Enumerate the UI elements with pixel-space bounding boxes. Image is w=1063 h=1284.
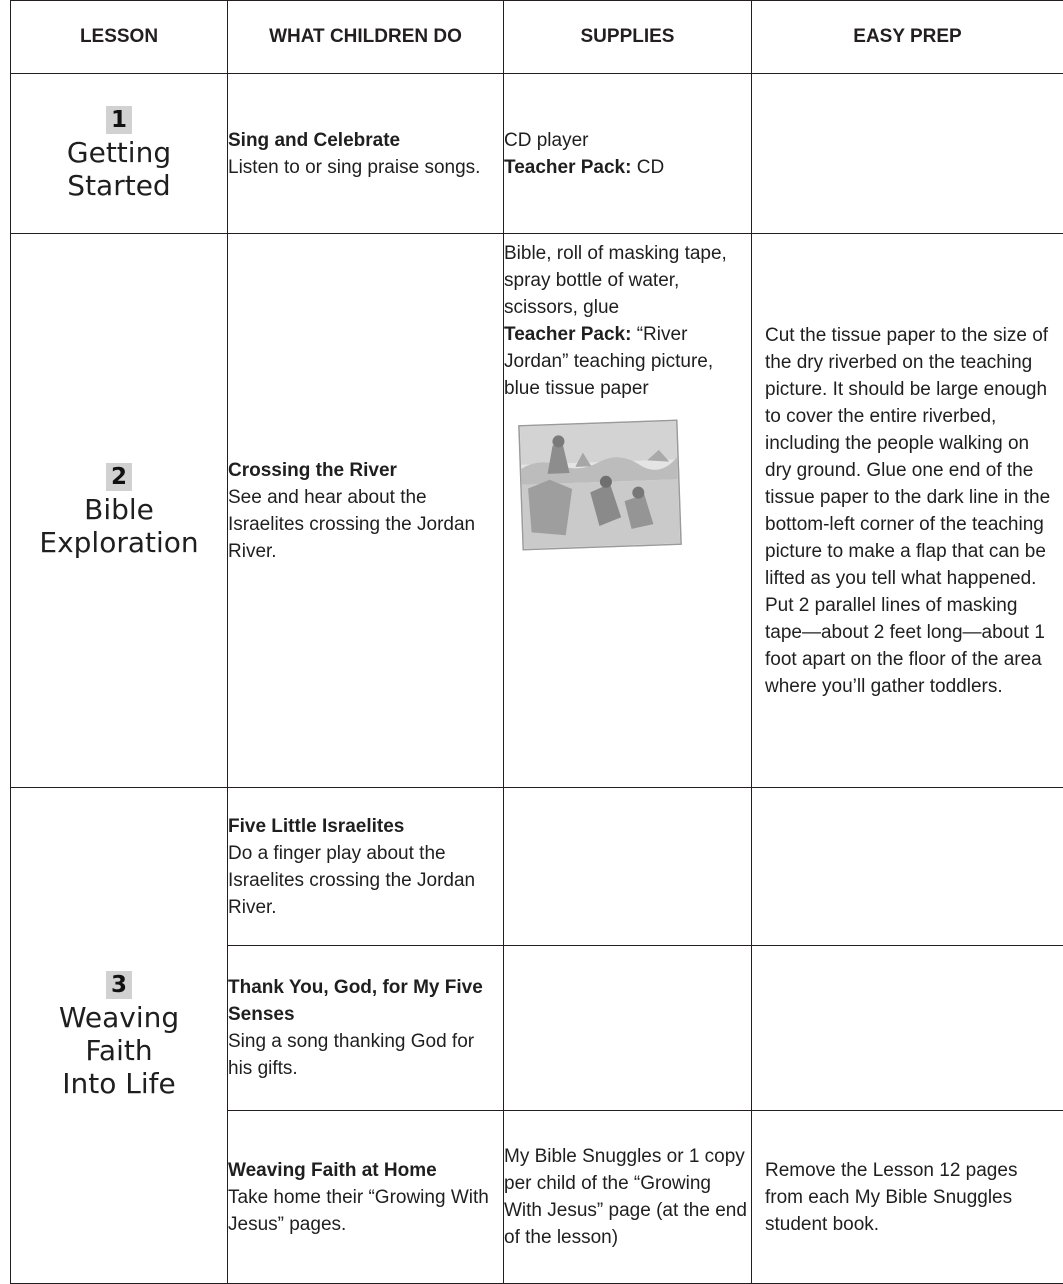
lesson-name-line: Exploration [39, 525, 199, 559]
lesson-bible-exploration [11, 234, 228, 788]
teacher-pack-label: Teacher Pack: [504, 156, 632, 178]
lesson-number-badge: 1 [106, 106, 132, 134]
activity-cell [228, 234, 504, 788]
table-row [11, 74, 1063, 234]
activity-title: Thank You, God, for My Five Senses [228, 977, 483, 1025]
lesson-name-line: Bible [84, 492, 154, 526]
supplies-cell: My Bible Snuggles or 1 copy per child of the “Growing With Jesus” page (at the end of the lesson) [504, 1111, 752, 1284]
lesson-name-line: Faith [85, 1034, 153, 1067]
lesson-number-badge: 3 [106, 971, 132, 999]
lesson-plan-table [10, 0, 1063, 1284]
prep-cell [752, 74, 1063, 234]
activity-cell [228, 946, 504, 1111]
prep-cell [752, 946, 1063, 1111]
header-supplies: SUPPLIES [504, 1, 752, 74]
header-row [11, 1, 1063, 74]
teacher-pack-items: CD [631, 156, 665, 178]
teacher-pack-items: “River Jordan” teaching picture, blue tissue paper [504, 324, 714, 399]
activity-title: Crossing the River [228, 459, 397, 481]
activity-cell [228, 74, 504, 234]
teacher-pack-label: Teacher Pack: [504, 324, 632, 345]
table-row [11, 788, 1063, 946]
activity-title: Five Little Israelites [228, 815, 405, 837]
river-jordan-teaching-picture [518, 419, 682, 551]
supplies-cell [504, 788, 752, 946]
header-easy-prep: EASY PREP [752, 1, 1063, 74]
activity-title: Sing and Celebrate [228, 129, 401, 151]
activity-title: Weaving Faith at Home [228, 1159, 437, 1181]
lesson-weaving-faith-into-life [11, 788, 228, 1284]
supplies-text: CD player [504, 129, 589, 151]
lesson-name-line: Into Life [62, 1067, 176, 1100]
activity-description: See and hear about the Israelites crossing the Jordan River. [228, 486, 476, 562]
lesson-name-line: Weaving [58, 1001, 180, 1034]
activity-cell [228, 788, 504, 946]
activity-description: Sing a song thanking God for his gifts. [228, 1031, 475, 1079]
prep-cell: Remove the Lesson 12 pages from each My Bible Snuggles student book. [752, 1111, 1063, 1284]
supplies-cell [504, 74, 752, 234]
activity-description: Do a finger play about the Israelites crossing the Jordan River. [228, 842, 476, 918]
prep-cell: Cut the tissue paper to the size of the dry riverbed on the teaching picture. It should be large enough to cover the entire riverbed, including the people walking on dry ground. Glue one end of the tissue paper to the dark line in the bottom-left corner of the teaching picture to make a flap that can be lifted as you tell what happened. Put 2 parallel lines of masking tape—about 2 feet long—about 1 foot apart on the floor of the area where you’ll gather toddlers. [752, 234, 1063, 788]
supplies-cell [504, 234, 752, 788]
supplies-cell [504, 946, 752, 1111]
activity-cell [228, 1111, 504, 1284]
header-what-children-do: WHAT CHILDREN DO [228, 1, 504, 74]
table-row [11, 234, 1063, 788]
header-lesson: LESSON [11, 1, 228, 74]
supplies-text: Bible, roll of masking tape, spray bottle of water, scissors, glue [504, 243, 727, 318]
lesson-name-line: Started [67, 168, 171, 202]
activity-description: Take home their “Growing With Jesus” pages. [228, 1186, 489, 1235]
activity-description: Listen to or sing praise songs. [228, 156, 481, 178]
lesson-getting-started [11, 74, 228, 234]
lesson-number-badge: 2 [106, 463, 132, 491]
lesson-name-line: Getting [66, 135, 172, 169]
prep-cell [752, 788, 1063, 946]
